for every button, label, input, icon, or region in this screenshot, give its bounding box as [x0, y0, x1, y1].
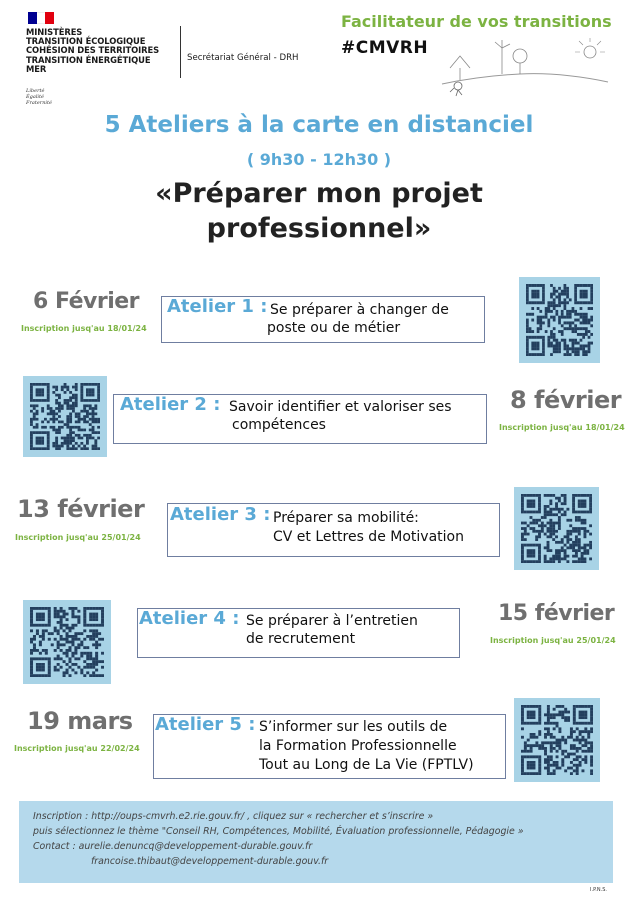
- workshop-label: Atelier 3 :: [170, 504, 271, 525]
- workshop-description: poste ou de métier: [267, 320, 401, 336]
- workshop-label: Atelier 5 :: [155, 714, 256, 735]
- motto-line: Égalité: [26, 94, 44, 100]
- main-heading-line: professionnel»: [206, 213, 432, 244]
- secretariat-label: Secrétariat Général - DRH: [187, 53, 299, 63]
- republic-motto: [26, 88, 52, 106]
- theme-info: puis sélectionnez le thème "Conseil RH, Compétences, Mobilité, Évaluation professionnelle, Pédagogie »: [33, 826, 524, 837]
- workshop-date: 8 février: [510, 386, 622, 414]
- qr-code-icon[interactable]: [23, 600, 111, 684]
- ministry-line: COHÉSION DES TERRITOIRES: [26, 45, 160, 56]
- ministry-line: TRANSITION ÉNERGÉTIQUE: [26, 54, 151, 65]
- marianne-flag-icon: [28, 12, 54, 24]
- inscription-deadline: Inscription jusq'au 25/01/24: [15, 533, 141, 542]
- ministry-line: TRANSITION ÉCOLOGIQUE: [26, 36, 146, 47]
- workshop-label: Atelier 4 :: [139, 608, 240, 629]
- ministry-name: [26, 28, 176, 74]
- inscription-deadline: Inscription jusq'au 25/01/24: [490, 636, 616, 645]
- qr-code-icon[interactable]: [514, 698, 600, 782]
- inscription-deadline: Inscription jusq'au 18/01/24: [499, 423, 625, 432]
- workshop-date: 15 février: [498, 601, 615, 626]
- qr-pattern: [526, 284, 593, 356]
- ministry-line: MINISTÈRES: [26, 27, 83, 37]
- qr-code-icon[interactable]: [514, 487, 599, 570]
- workshop-description: Savoir identifier et valoriser ses: [229, 399, 452, 415]
- workshop-description: Se préparer à l’entretien: [246, 613, 418, 629]
- qr-pattern: [30, 607, 104, 677]
- credit-label: I.P.N.S.: [590, 887, 607, 893]
- workshop-date: 13 février: [17, 495, 145, 523]
- workshop-description: CV et Lettres de Motivation: [273, 529, 464, 545]
- workshop-date: 19 mars: [27, 707, 133, 735]
- workshop-description: Préparer sa mobilité:: [273, 510, 419, 526]
- inscription-deadline: Inscription jusq'au 18/01/24: [21, 324, 147, 333]
- ministry-line: MER: [26, 63, 47, 74]
- registration-info: Inscription : http://oups-cmvrh.e2.rie.gouv.fr/ , cliquez sur « rechercher et s’inscrire »: [33, 811, 434, 822]
- hashtag: #CMVRH: [341, 38, 429, 58]
- qr-code-icon[interactable]: [519, 277, 600, 363]
- qr-code-icon[interactable]: [23, 376, 107, 457]
- contact-email[interactable]: francoise.thibaut@developpement-durable.gouv.fr: [91, 856, 329, 867]
- inscription-deadline: Inscription jusq'au 22/02/24: [14, 744, 140, 753]
- main-heading: [0, 176, 638, 246]
- motto-line: Liberté: [26, 88, 45, 94]
- tagline: Facilitateur de vos transitions: [341, 12, 612, 31]
- time-range: ( 9h30 - 12h30 ): [246, 150, 392, 169]
- qr-pattern: [30, 383, 100, 450]
- workshop-description: Se préparer à changer de: [270, 302, 449, 318]
- workshop-description: de recrutement: [246, 631, 356, 647]
- workshop-description: compétences: [232, 417, 326, 433]
- workshop-label: Atelier 2 :: [120, 394, 221, 415]
- workshop-label: Atelier 1 :: [167, 296, 268, 317]
- contact-email[interactable]: Contact : aurelie.denuncq@developpement-durable.gouv.fr: [33, 841, 313, 852]
- page-title: 5 Ateliers à la carte en distanciel: [104, 112, 534, 138]
- motto-line: Fraternité: [26, 100, 52, 106]
- header-divider: [180, 26, 181, 78]
- workshop-description: la Formation Professionnelle: [259, 738, 457, 754]
- workshop-date: 6 Février: [33, 289, 140, 314]
- workshop-description: Tout au Long de La Vie (FPTLV): [259, 757, 474, 773]
- main-heading-line: «Préparer mon projet: [155, 178, 483, 209]
- landscape-sketch-icon: [440, 38, 610, 98]
- workshop-description: S’informer sur les outils de: [259, 719, 448, 735]
- qr-pattern: [521, 494, 592, 563]
- qr-pattern: [521, 705, 593, 775]
